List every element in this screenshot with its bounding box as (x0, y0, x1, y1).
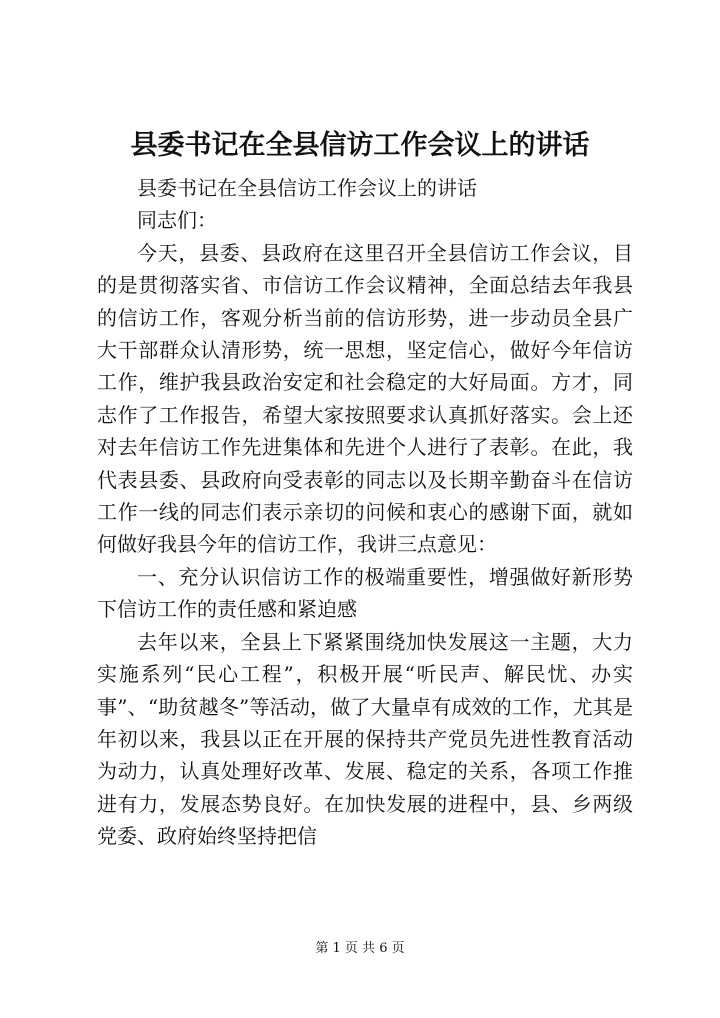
section-heading-paragraph: 一、充分认识信访工作的极端重要性，增强做好新形势下信访工作的责任感和紧迫感 (97, 564, 633, 622)
body-paragraph: 去年以来，全县上下紧紧围绕加快发展这一主题，大力实施系列“民心工程”，积极开展“听民声、解民忧、办实事”、“助贫越冬”等活动，做了大量卓有成效的工作，尤其是年初以来，我县以正在开展的保持共产党员先进性教育活动为动力，认真处理好改革、发展、稳定的关系，各项工作推进有力，发展态势良好。在加快发展的进程中，县、乡两级党委、政府始终坚持把信 (97, 629, 633, 849)
page-footer: 第 1 页 共 6 页 (315, 941, 405, 956)
document-body (97, 172, 633, 853)
salutation-paragraph: 同志们： (137, 208, 217, 233)
document-title: 县委书记在全县信访工作会议上的讲话 (130, 130, 590, 161)
body-paragraph: 今天，县委、县政府在这里召开全县信访工作会议，目的是贯彻落实省、市信访工作会议精神，全面总结去年我县的信访工作，客观分析当前的信访形势，进一步动员全县广大干部群众认清形势，统一思想，坚定信心，做好今年信访工作，维护我县政治安定和社会稳定的大好局面。方才，同志作了工作报告，希望大家按照要求认真抓好落实。会上还对去年信访工作先进集体和先进个人进行了表彰。在此，我代表县委、县政府向受表彰的同志以及长期辛勤奋斗在信访工作一线的同志们表示亲切的问候和衷心的感谢下面，就如何做好我县今年的信访工作，我讲三点意见： (97, 240, 633, 557)
subtitle-paragraph: 县委书记在全县信访工作会议上的讲话 (137, 176, 477, 200)
